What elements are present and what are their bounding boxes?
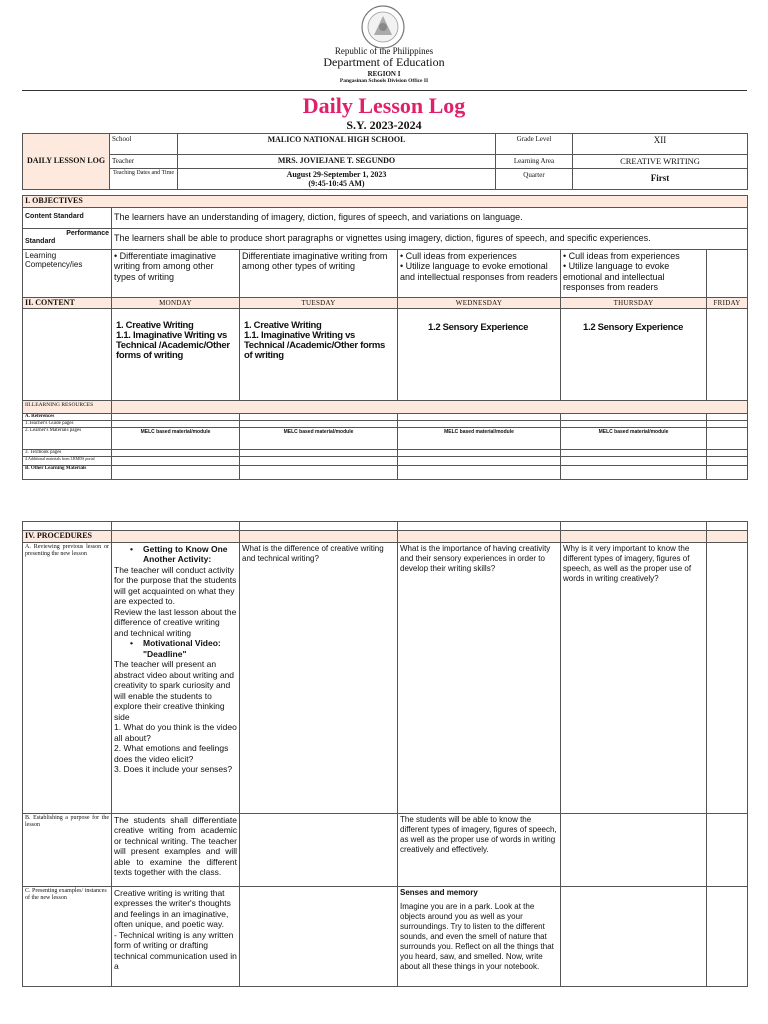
additional-materials-label: 4.Additional materials from LRMDS portal — [23, 457, 112, 466]
textbook-label: 3. Textbook pages — [23, 450, 112, 457]
procedure-b-label: B. Establishing a purpose for the lesson — [23, 813, 112, 886]
day-wednesday: WEDNESDAY — [398, 297, 561, 309]
procedure-a-wednesday: What is the importance of having creativity and their sensory experiences in order to develop their writing skills? — [398, 542, 561, 813]
quarter-label: Quarter — [496, 168, 573, 189]
page-title: Daily Lesson Log — [302, 93, 466, 118]
performance-standard-label: Performance Standard — [23, 228, 112, 249]
learners-materials-label: 2. Learner's Materials pages — [23, 428, 112, 450]
content-standard: The learners have an understanding of imagery, diction, figures of speech, and variations on language. — [112, 207, 748, 228]
content-monday: 1. Creative Writing 1.1. Imaginative Writing vs Technical /Academic/Other forms of writing — [112, 309, 240, 401]
day-monday: MONDAY — [112, 297, 240, 309]
content-empty — [23, 309, 112, 401]
dll-label: DAILY LESSON LOG — [23, 134, 110, 190]
other-materials-label: B. Other Learning Materials — [23, 466, 112, 480]
content-thursday: 1.2 Sensory Experience — [561, 309, 707, 401]
objectives-table — [22, 195, 748, 480]
procedure-c-wednesday: Senses and memory Imagine you are in a park. Look at the objects around you as well as your surroundings. Try to listen to the different sounds, and even the smell of nature that surrounds you. Reflect on all the things that you heard, saw, and smelled. Now, write about all these things in your notebook. — [398, 886, 561, 986]
melc-tuesday: MELC based material/module — [240, 428, 398, 450]
procedures-table — [22, 521, 748, 987]
references-label: A. References — [23, 414, 112, 421]
deped-seal-logo — [353, 5, 413, 49]
competency-thursday: • Cull ideas from experiences • Utilize language to evoke emotional and intellectual responses from readers — [561, 249, 707, 297]
procedure-b-thursday — [561, 813, 707, 886]
procedure-a-monday: • Getting to Know One Another Activity: The teacher will conduct activity for the purpose that the students will get acquainted on what they are expected to. Review the last lesson about the difference of creative writing and technical writing • Motivational Video: "Deadline" The teacher will present an abstract video about writing and creativity to spark curiosity and will enable the students to explore their creative thinking side 1. What do you think is the video all about? 2. What emotions and feelings does the video elicit? 3. Does it include your senses? — [112, 542, 240, 813]
competency-wednesday: • Cull ideas from experiences • Utilize language to evoke emotional and intellectual responses from readers — [398, 249, 561, 297]
dates-value: August 29-September 1, 2023 (9:45-10:45 AM) — [178, 168, 496, 189]
day-thursday: THURSDAY — [561, 297, 707, 309]
grade-value: XII — [573, 134, 748, 155]
content-heading: II. CONTENT — [23, 297, 112, 309]
teacher-label: Teacher — [110, 155, 178, 169]
procedures-heading: IV. PROCEDURES — [23, 531, 112, 543]
procedure-c-thursday — [561, 886, 707, 986]
content-standard-label: Content Standard — [23, 207, 112, 228]
department-text: Department of Education — [323, 55, 445, 69]
procedure-c-label: C. Presenting examples/ instances of the new lesson — [23, 886, 112, 986]
procedure-c-friday — [707, 886, 748, 986]
day-tuesday: TUESDAY — [240, 297, 398, 309]
teachers-guide-label: 1.Teacher's Guide pages — [23, 421, 112, 428]
division-text: Pangasinan Schools Division Office II — [339, 78, 429, 84]
area-value: CREATIVE WRITING — [573, 155, 748, 169]
melc-monday: MELC based material/module — [112, 428, 240, 450]
day-friday: FRIDAY — [707, 297, 748, 309]
procedure-a-friday — [707, 542, 748, 813]
info-table — [22, 133, 748, 190]
quarter-value: First — [573, 168, 748, 189]
performance-standard: The learners shall be able to produce short paragraphs or vignettes using imagery, diction, figures of speech, and specific experiences. — [112, 228, 748, 249]
procedure-b-friday — [707, 813, 748, 886]
content-friday — [707, 309, 748, 401]
school-label: School — [110, 134, 178, 155]
competency-label: Learning Competency/ies — [23, 249, 112, 297]
objectives-heading: I. OBJECTIVES — [23, 196, 748, 208]
header-divider — [22, 90, 747, 91]
school-value: MALICO NATIONAL HIGH SCHOOL — [178, 134, 496, 155]
procedure-c-monday: Creative writing is writing that expresses the writer's thoughts and feelings in an imaginative, often unique, and poetic way. - Technical writing is any written form of writing or drafting technical communication used in a — [112, 886, 240, 986]
area-label: Learning Area — [496, 155, 573, 169]
competency-tuesday: Differentiate imaginative writing from among other types of writing — [240, 249, 398, 297]
melc-thursday: MELC based material/module — [561, 428, 707, 450]
content-wednesday: 1.2 Sensory Experience — [398, 309, 561, 401]
school-year: S.Y. 2023-2024 — [346, 118, 422, 132]
resources-heading: III.LEARNING RESOURCES — [23, 401, 112, 414]
republic-text: Republic of the Philippines — [334, 46, 434, 56]
dates-label: Teaching Dates and Time — [110, 168, 178, 189]
region-text: REGION I — [367, 70, 401, 78]
content-tuesday: 1. Creative Writing 1.1. Imaginative Writing vs Technical /Academic/Other forms of writing — [240, 309, 398, 401]
competency-friday — [707, 249, 748, 297]
melc-wednesday: MELC based material/module — [398, 428, 561, 450]
procedure-a-thursday: Why is it very important to know the different types of imagery, figures of speech, as well as the proper use of words in writing creatively? — [561, 542, 707, 813]
competency-monday: • Differentiate imaginative writing from among other types of writing — [112, 249, 240, 297]
procedure-b-monday: The students shall differentiate creative writing from academic or technical writing. The teacher will present examples and will able to examine the different texts together with the class. — [112, 813, 240, 886]
procedure-a-label: A. Reviewing previous lesson or presenting the new lesson — [23, 542, 112, 813]
resources-band — [112, 401, 748, 414]
procedure-c-tuesday — [240, 886, 398, 986]
grade-label: Grade Level — [496, 134, 573, 155]
teacher-value: MRS. JOVIEJANE T. SEGUNDO — [178, 155, 496, 169]
procedure-a-tuesday: What is the difference of creative writing and technical writing? — [240, 542, 398, 813]
procedure-b-wednesday: The students will be able to know the different types of imagery, figures of speech, as well as the proper use of words in writing creatively and effectively. — [398, 813, 561, 886]
procedure-b-tuesday — [240, 813, 398, 886]
